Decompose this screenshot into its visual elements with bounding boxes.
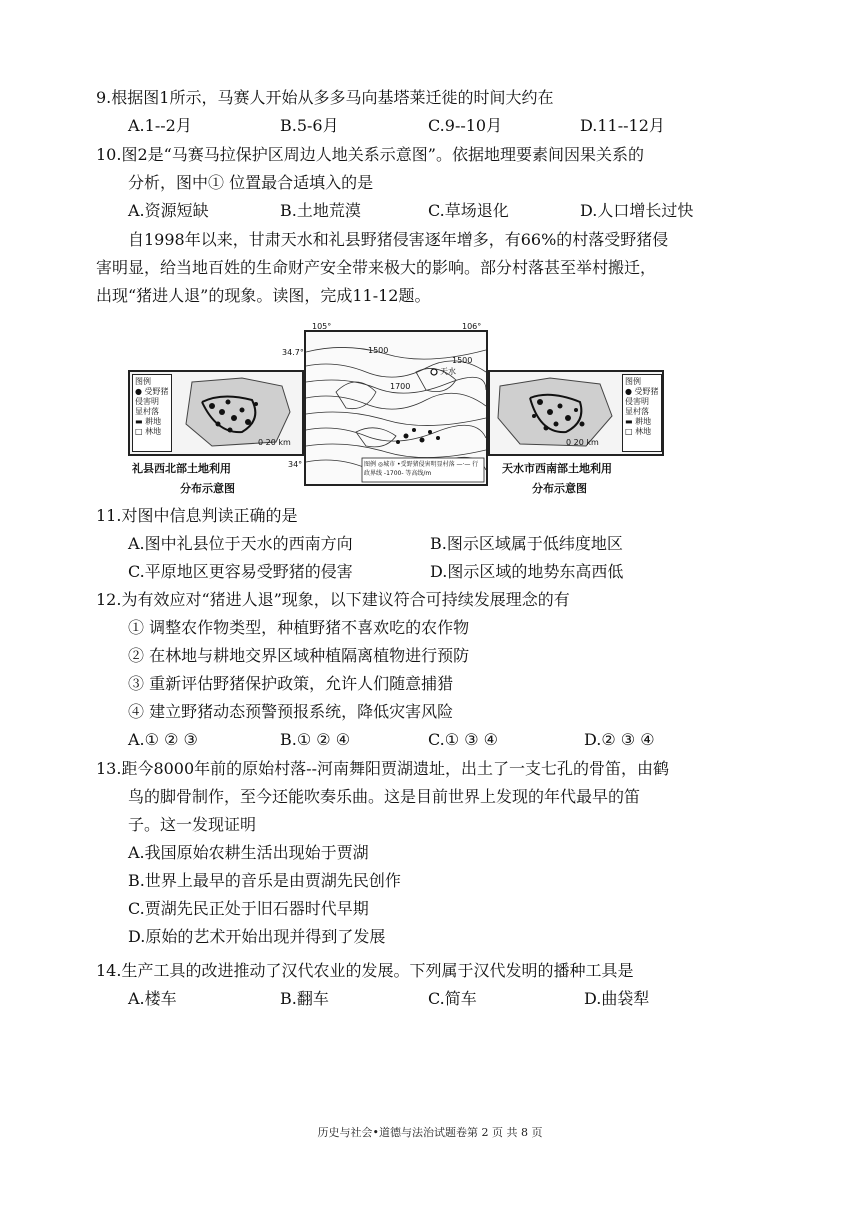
q11-option-c: C.平原地区更容易受野猪的侵害 <box>128 562 353 581</box>
q14-option-d: D.曲袋犁 <box>584 989 650 1008</box>
legend-item: □ 林地 <box>625 427 652 436</box>
page-footer: 历史与社会•道德与法治试题卷第 2 页 共 8 页 <box>317 1126 543 1139</box>
tianshui-scale: 0 20 km <box>566 438 599 447</box>
legend-item: □ 林地 <box>135 427 162 436</box>
q13-stem-line3: 子。这一发现证明 <box>128 815 257 834</box>
q10-option-b: B.土地荒漠 <box>280 201 361 220</box>
q13-stem-line1: 13.距今8000年前的原始村落--河南舞阳贾湖遗址，出土了一支七孔的骨笛，由鹤 <box>96 759 669 778</box>
q13-option-b: B.世界上最早的音乐是由贾湖先民创作 <box>128 871 401 890</box>
tianshui-caption-line2: 分布示意图 <box>532 482 587 495</box>
q10-option-c: C.草场退化 <box>428 201 509 220</box>
q10-stem-line2: 分析，图中① 位置最合适填入的是 <box>128 173 374 192</box>
contour-1500-label: 1500 <box>452 356 473 365</box>
tianshui-caption-line1: 天水市西南部土地利用 <box>502 462 612 475</box>
q11-option-a: A.图中礼县位于天水的西南方向 <box>128 534 353 553</box>
center-legend: 图例 ◎城市 •受野猪侵害明显村落 —·— 行政界线 -1700- 等高线/m <box>364 461 479 477</box>
q11-option-b: B.图示区域属于低纬度地区 <box>430 534 623 553</box>
legend-item: 显村落 <box>135 407 159 416</box>
q12-item-3: ③ 重新评估野猪保护政策，允许人们随意捕猎 <box>128 674 454 693</box>
q12-option-c: C.① ③ ④ <box>428 730 498 749</box>
longitude-105-label: 105° <box>312 322 332 331</box>
q9-option-a: A.1--2月 <box>128 116 192 135</box>
lixian-map-panel <box>128 370 304 456</box>
q10-option-d: D.人口增长过快 <box>580 201 694 220</box>
q12-option-a: A.① ② ③ <box>128 730 198 749</box>
legend-title: 图例 <box>135 377 151 386</box>
q12-option-d: D.② ③ ④ <box>584 730 655 749</box>
legend-item: ▬ 耕地 <box>135 417 162 426</box>
q12-item-2: ② 在林地与耕地交界区域种植隔离植物进行预防 <box>128 646 470 665</box>
q12-item-1: ① 调整农作物类型，种植野猪不喜欢吃的农作物 <box>128 618 470 637</box>
lixian-caption-line1: 礼县西北部土地利用 <box>132 462 231 475</box>
legend-item: ● 受野猪 <box>625 387 659 396</box>
legend-item: ● 受野猪 <box>135 387 169 396</box>
lixian-legend <box>132 374 172 452</box>
q10-stem-line1: 10.图2是“马赛马拉保护区周边人地关系示意图”。依据地理要素间因果关系的 <box>96 145 644 164</box>
q14-stem: 14.生产工具的改进推动了汉代农业的发展。下列属于汉代发明的播种工具是 <box>96 961 634 980</box>
city-label-tianshui: 天水 <box>440 367 456 376</box>
legend-item: 显村落 <box>625 407 649 416</box>
q14-option-a: A.楼车 <box>128 989 177 1008</box>
legend-item: 侵害明 <box>135 397 159 406</box>
q13-option-a: A.我国原始农耕生活出现始于贾湖 <box>128 843 369 862</box>
latitude-34-7-label: 34.7° <box>282 348 304 357</box>
q10-option-a: A.资源短缺 <box>128 201 209 220</box>
contour-1500-label: 1500 <box>368 346 389 355</box>
contour-map-panel <box>304 330 488 486</box>
q12-option-b: B.① ② ④ <box>280 730 351 749</box>
intro-line1: 自1998年以来，甘肃天水和礼县野猪侵害逐年增多，有66%的村落受野猪侵 <box>128 230 669 249</box>
q11-option-d: D.图示区域的地势东高西低 <box>430 562 624 581</box>
contour-1700-label: 1700 <box>390 382 411 391</box>
q13-option-d: D.原始的艺术开始出现并得到了发展 <box>128 927 386 946</box>
q9-option-d: D.11--12月 <box>580 116 665 135</box>
q9-option-c: C.9--10月 <box>428 116 503 135</box>
intro-line3: 出现“猪进人退”的现象。读图，完成11-12题。 <box>96 286 431 305</box>
land-use-figure <box>128 322 730 495</box>
legend-item: ▬ 耕地 <box>625 417 652 426</box>
q14-option-b: B.翻车 <box>280 989 329 1008</box>
q13-stem-line2: 鸟的脚骨制作，至今还能吹奏乐曲。这是目前世界上发现的年代最早的笛 <box>128 787 641 806</box>
lixian-scale: 0 20 km <box>258 438 291 447</box>
tianshui-legend <box>622 374 662 452</box>
tianshui-map-panel <box>488 370 664 456</box>
q12-item-4: ④ 建立野猪动态预警预报系统，降低灾害风险 <box>128 702 454 721</box>
lixian-caption-line2: 分布示意图 <box>180 482 235 495</box>
tianshui-map <box>490 372 620 452</box>
q9-option-b: B.5-6月 <box>280 116 339 135</box>
legend-item: 侵害明 <box>625 397 649 406</box>
q13-option-c: C.贾湖先民正处于旧石器时代早期 <box>128 899 369 918</box>
legend-title: 图例 <box>625 377 641 386</box>
q12-stem: 12.为有效应对“猪进人退”现象，以下建议符合可持续发展理念的有 <box>96 590 570 609</box>
q14-option-c: C.简车 <box>428 989 477 1008</box>
longitude-106-label: 106° <box>462 322 482 331</box>
q11-stem: 11.对图中信息判读正确的是 <box>96 506 298 525</box>
intro-line2: 害明显，给当地百姓的生命财产安全带来极大的影响。部分村落甚至举村搬迁， <box>96 258 657 277</box>
latitude-34-label: 34° <box>288 460 303 469</box>
q9-stem: 9.根据图1所示，马赛人开始从多多马向基塔莱迁徙的时间大约在 <box>96 88 554 107</box>
